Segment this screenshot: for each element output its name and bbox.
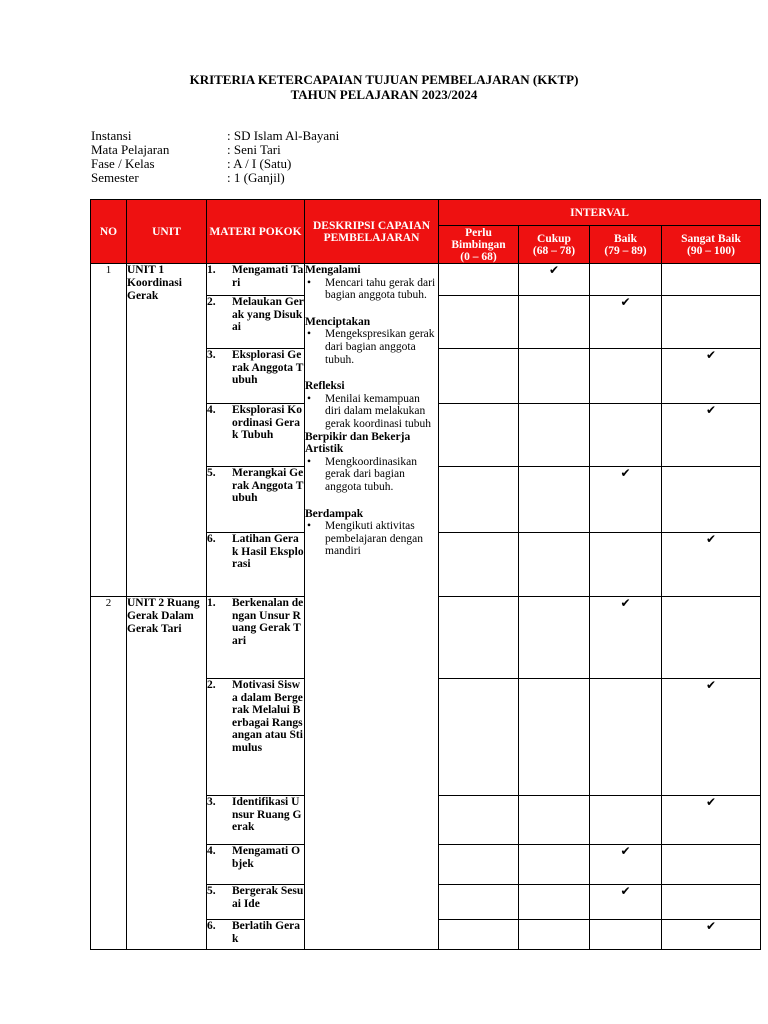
info-label: Instansi xyxy=(91,128,132,143)
unit-name: UNIT 2 Ruang Gerak Dalam Gerak Tari xyxy=(127,597,207,950)
interval-cell xyxy=(662,296,761,349)
kktp-table-body xyxy=(91,264,761,950)
interval-cell xyxy=(519,597,590,679)
materi-cell xyxy=(207,796,305,845)
header-baik-range: (79 – 89) xyxy=(604,244,647,257)
interval-cell xyxy=(590,467,662,533)
materi-text: Bergerak Sesuai Ide xyxy=(232,885,304,910)
deskripsi-text: Mencari tahu gerak dari bagian anggota tubuh. xyxy=(325,276,436,302)
materi-text: Mengamati Tari xyxy=(232,264,304,289)
interval-cell xyxy=(439,296,519,349)
interval-cell xyxy=(519,920,590,950)
interval-cell xyxy=(590,296,662,349)
info-label: Semester xyxy=(91,170,139,185)
materi-text: Identifikasi Unsur Ruang Gerak xyxy=(232,796,302,834)
materi-number: 3. xyxy=(207,349,216,361)
check-icon: ✔ xyxy=(705,403,717,417)
interval-cell xyxy=(439,679,519,796)
info-row-semester xyxy=(91,171,339,185)
materi-number: 5. xyxy=(207,467,216,479)
interval-cell xyxy=(439,920,519,950)
header-baik xyxy=(590,226,662,264)
check-icon: ✔ xyxy=(705,919,717,933)
bullet-icon: • xyxy=(307,328,312,341)
check-icon: ✔ xyxy=(620,466,631,480)
materi-cell xyxy=(207,467,305,533)
header-cukup xyxy=(519,226,590,264)
interval-cell xyxy=(439,404,519,467)
interval-cell xyxy=(662,597,761,679)
header-perlu-bimbingan-label: Perlu Bimbingan xyxy=(451,226,506,251)
check-icon: ✔ xyxy=(620,884,631,898)
materi-text: Eksplorasi Koordinasi Gerak Tubuh xyxy=(232,404,302,442)
deskripsi-item xyxy=(305,328,438,366)
unit-name: UNIT 1 Koordinasi Gerak xyxy=(127,264,207,597)
materi-text: Mengamati Objek xyxy=(232,845,301,870)
materi-number: 2. xyxy=(207,679,216,691)
bullet-icon: • xyxy=(307,520,312,533)
materi-number: 6. xyxy=(207,920,216,932)
materi-cell xyxy=(207,679,305,796)
interval-cell xyxy=(519,796,590,845)
header-sangat-baik-label: Sangat Baik xyxy=(681,232,741,245)
interval-cell xyxy=(519,349,590,404)
header-baik-label: Baik xyxy=(613,232,637,245)
interval-cell xyxy=(590,845,662,885)
info-label: Mata Pelajaran xyxy=(91,142,170,157)
header-perlu-bimbingan xyxy=(439,226,519,264)
bullet-icon: • xyxy=(307,455,312,468)
interval-cell xyxy=(519,264,590,296)
header-no: NO xyxy=(91,200,127,264)
header-deskripsi: DESKRIPSI CAPAIAN PEMBELAJARAN xyxy=(305,200,439,264)
interval-cell xyxy=(439,885,519,920)
check-icon: ✔ xyxy=(705,795,717,809)
table-row xyxy=(91,264,761,296)
deskripsi-text: Mengkoordinasikan gerak dari bagian anggota tubuh. xyxy=(325,455,417,493)
header-unit: UNIT xyxy=(127,200,207,264)
header-materi-pokok: MATERI POKOK xyxy=(207,200,305,264)
deskripsi-text: Mengikuti aktivitas pembelajaran dengan mandiri xyxy=(325,520,424,558)
deskripsi-item xyxy=(305,277,438,302)
check-icon: ✔ xyxy=(705,678,717,692)
interval-cell xyxy=(590,264,662,296)
row-number: 1 xyxy=(91,264,127,597)
info-block xyxy=(91,129,339,185)
interval-cell xyxy=(590,920,662,950)
interval-cell xyxy=(439,597,519,679)
deskripsi-text: Mengekspresikan gerak dari bagian anggota tubuh. xyxy=(325,328,435,366)
interval-cell xyxy=(439,796,519,845)
bullet-icon: • xyxy=(307,392,312,405)
deskripsi-item xyxy=(305,520,438,558)
interval-cell xyxy=(662,533,761,597)
materi-text: Berlatih Gerak xyxy=(232,920,301,945)
interval-cell xyxy=(662,845,761,885)
interval-cell xyxy=(519,679,590,796)
deskripsi-heading: Refleksi xyxy=(305,380,345,393)
check-icon: ✔ xyxy=(548,263,560,277)
materi-cell xyxy=(207,885,305,920)
materi-cell xyxy=(207,533,305,597)
info-row-mata-pelajaran xyxy=(91,143,339,157)
materi-cell xyxy=(207,349,305,404)
interval-cell xyxy=(519,296,590,349)
materi-number: 3. xyxy=(207,796,216,808)
deskripsi-cell xyxy=(305,264,439,950)
check-icon: ✔ xyxy=(620,596,631,610)
materi-text: Latihan Gerak Hasil Eksplorasi xyxy=(232,533,304,571)
interval-cell xyxy=(590,679,662,796)
deskripsi-heading: Berdampak xyxy=(305,507,364,520)
materi-text: Berkenalan dengan Unsur Ruang Gerak Tari xyxy=(232,597,304,647)
deskripsi-item xyxy=(305,456,438,494)
check-icon: ✔ xyxy=(620,295,631,309)
info-row-instansi xyxy=(91,129,339,143)
materi-cell xyxy=(207,920,305,950)
materi-cell xyxy=(207,404,305,467)
interval-cell xyxy=(662,467,761,533)
header-sangat-baik-range: (90 – 100) xyxy=(687,244,735,257)
info-row-fase-kelas xyxy=(91,157,339,171)
interval-cell xyxy=(590,533,662,597)
deskripsi-text: Menilai kemampuan diri dalam melakukan gerak koordinasi tubuh xyxy=(325,392,432,430)
document-subtitle: TAHUN PELAJARAN 2023/2024 xyxy=(290,87,478,102)
header-perlu-bimbingan-range: (0 – 68) xyxy=(460,250,497,263)
interval-cell xyxy=(519,467,590,533)
deskripsi-heading: Mengalami xyxy=(305,264,361,276)
interval-cell xyxy=(519,845,590,885)
row-number: 2 xyxy=(91,597,127,950)
materi-number: 4. xyxy=(207,845,216,857)
interval-cell xyxy=(662,885,761,920)
interval-cell xyxy=(662,920,761,950)
interval-cell xyxy=(590,349,662,404)
check-icon: ✔ xyxy=(705,348,717,362)
materi-number: 4. xyxy=(207,404,216,416)
info-value: : Seni Tari xyxy=(227,142,281,157)
materi-text: Motivasi Siswa dalam Bergerak Melalui Berbagai Rangsangan atau Stimulus xyxy=(232,679,303,754)
interval-cell xyxy=(662,679,761,796)
materi-text: Melaukan Gerak yang Disukai xyxy=(232,296,304,334)
materi-cell xyxy=(207,296,305,349)
check-icon: ✔ xyxy=(620,844,631,858)
header-cukup-range: (68 – 78) xyxy=(532,244,576,257)
interval-cell xyxy=(662,349,761,404)
deskripsi-item xyxy=(305,393,438,431)
materi-number: 2. xyxy=(207,296,216,308)
deskripsi-heading: Berpikir dan Bekerja Artistik xyxy=(305,430,411,456)
materi-number: 1. xyxy=(207,597,216,609)
interval-cell xyxy=(590,404,662,467)
interval-cell xyxy=(662,264,761,296)
interval-cell xyxy=(590,597,662,679)
interval-cell xyxy=(439,845,519,885)
materi-text: Eksplorasi Gerak Anggota Tubuh xyxy=(232,349,304,387)
check-icon: ✔ xyxy=(705,532,717,546)
materi-cell xyxy=(207,597,305,679)
materi-text: Merangkai Gerak Anggota Tubuh xyxy=(232,467,304,505)
info-value: : A / I (Satu) xyxy=(227,156,292,171)
info-value: : SD Islam Al-Bayani xyxy=(227,128,340,143)
interval-cell xyxy=(439,264,519,296)
interval-cell xyxy=(519,404,590,467)
interval-cell xyxy=(590,796,662,845)
bullet-icon: • xyxy=(307,276,312,289)
info-label: Fase / Kelas xyxy=(91,156,155,171)
interval-cell xyxy=(662,404,761,467)
materi-number: 1. xyxy=(207,264,216,276)
header-sangat-baik xyxy=(662,226,761,264)
header-interval: INTERVAL xyxy=(439,200,761,226)
interval-cell xyxy=(439,467,519,533)
interval-cell xyxy=(439,533,519,597)
materi-number: 5. xyxy=(207,885,216,897)
deskripsi-heading: Menciptakan xyxy=(305,315,371,328)
materi-cell xyxy=(207,264,305,296)
info-value: : 1 (Ganjil) xyxy=(227,170,285,185)
materi-number: 6. xyxy=(207,533,216,545)
document-title: KRITERIA KETERCAPAIAN TUJUAN PEMBELAJARAN (KKTP) xyxy=(189,72,579,87)
interval-cell xyxy=(590,885,662,920)
interval-cell xyxy=(662,796,761,845)
header-cukup-label: Cukup xyxy=(537,232,571,245)
materi-cell xyxy=(207,845,305,885)
interval-cell xyxy=(519,533,590,597)
interval-cell xyxy=(519,885,590,920)
interval-cell xyxy=(439,349,519,404)
kktp-table xyxy=(90,199,761,950)
